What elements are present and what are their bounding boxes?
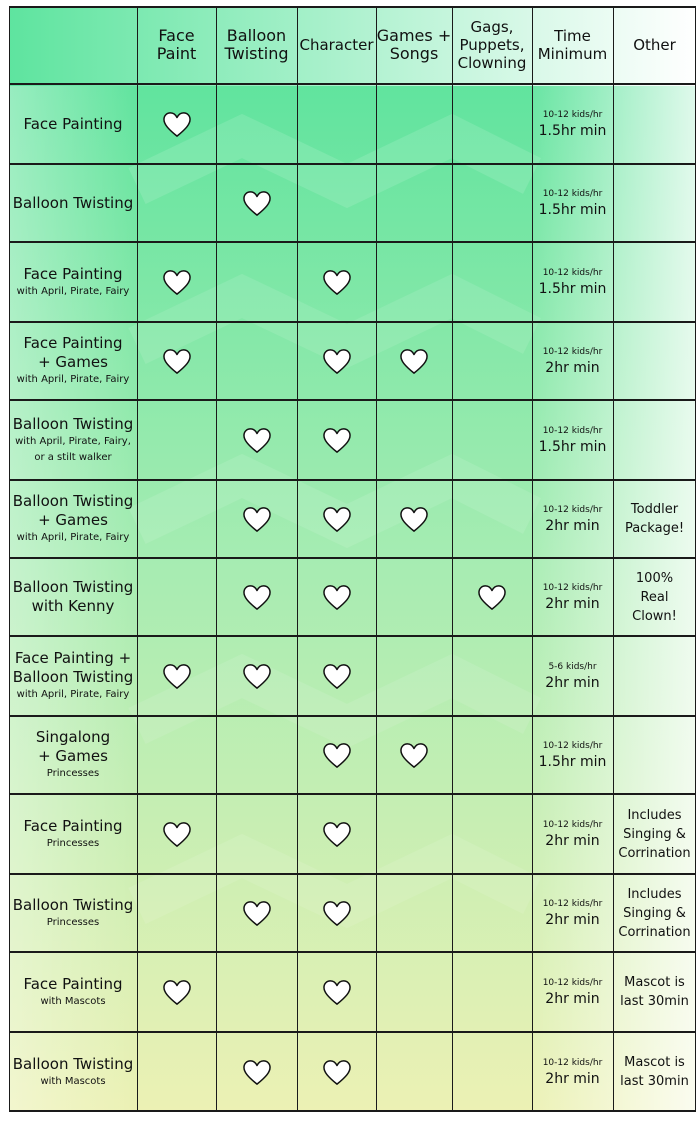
package-name-cell — [9, 480, 137, 558]
kids-per-hour-rate: 10-12 kids/hr — [542, 189, 603, 199]
kids-per-hour-rate: 10-12 kids/hr — [542, 899, 603, 909]
other-notes-cell — [613, 952, 696, 1032]
other-notes-cell — [613, 400, 696, 480]
time-minimum-cell — [532, 716, 613, 794]
other-note: Mascot is last 30min — [620, 1055, 689, 1089]
package-name-cell — [9, 952, 137, 1032]
column-header-label: Face Paint — [156, 26, 197, 63]
package-title: Face Painting — [23, 816, 123, 835]
time-minimum-cell — [532, 84, 613, 164]
package-subtitle: Princesses — [46, 768, 100, 779]
time-minimum-cell — [532, 480, 613, 558]
minimum-duration: 2hr min — [545, 1071, 600, 1087]
package-name-cell — [9, 322, 137, 400]
feature-cell — [297, 952, 376, 1032]
feature-cell — [452, 480, 532, 558]
feature-cell — [297, 84, 376, 164]
feature-cell — [297, 480, 376, 558]
package-subtitle: with Mascots — [40, 1075, 106, 1087]
feature-cell — [216, 794, 297, 874]
feature-cell — [137, 794, 216, 874]
feature-cell — [216, 322, 297, 400]
feature-cell — [297, 636, 376, 716]
time-minimum-cell — [532, 322, 613, 400]
feature-cell — [452, 636, 532, 716]
feature-cell — [452, 558, 532, 636]
column-header — [137, 6, 216, 84]
feature-cell — [452, 1032, 532, 1112]
feature-cell — [137, 636, 216, 716]
feature-cell — [376, 1032, 452, 1112]
feature-cell — [376, 400, 452, 480]
package-name-cell — [9, 242, 137, 322]
feature-cell — [137, 558, 216, 636]
time-minimum-cell — [532, 794, 613, 874]
heart-icon — [399, 506, 429, 533]
kids-per-hour-rate: 10-12 kids/hr — [542, 820, 603, 830]
kids-per-hour-rate: 10-12 kids/hr — [542, 978, 603, 988]
heart-icon — [399, 348, 429, 375]
column-header-label: Character — [299, 36, 374, 54]
feature-cell — [376, 636, 452, 716]
package-name-cell — [9, 164, 137, 242]
other-note: 100% Real Clown! — [632, 570, 677, 624]
feature-cell — [137, 242, 216, 322]
package-title: Balloon Twisting — [12, 895, 134, 914]
time-minimum-cell — [532, 558, 613, 636]
package-subtitle: with April, Pirate, Fairy — [16, 285, 130, 297]
heart-icon — [399, 742, 429, 769]
feature-cell — [137, 84, 216, 164]
minimum-duration: 2hr min — [545, 360, 600, 376]
time-minimum-cell — [532, 242, 613, 322]
package-title: Singalong + Games — [35, 728, 111, 765]
package-name-cell — [9, 794, 137, 874]
heart-icon — [242, 1059, 272, 1086]
feature-cell — [216, 164, 297, 242]
time-minimum-cell — [532, 874, 613, 952]
heart-icon — [242, 584, 272, 611]
heart-icon — [477, 584, 507, 611]
package-subtitle: Princesses — [46, 916, 100, 928]
feature-cell — [216, 874, 297, 952]
column-header-label: Games + Songs — [376, 26, 452, 63]
column-header-label: Other — [633, 36, 676, 54]
feature-cell — [376, 480, 452, 558]
feature-cell — [376, 716, 452, 794]
other-note: Includes Singing & Corrination — [618, 886, 691, 940]
feature-cell — [297, 242, 376, 322]
minimum-duration: 1.5hr min — [538, 123, 607, 139]
heart-icon — [322, 1059, 352, 1086]
other-notes-cell — [613, 558, 696, 636]
heart-icon — [322, 584, 352, 611]
heart-icon — [322, 742, 352, 769]
feature-cell — [137, 322, 216, 400]
feature-cell — [216, 84, 297, 164]
time-minimum-cell — [532, 636, 613, 716]
minimum-duration: 2hr min — [545, 596, 600, 612]
feature-cell — [297, 1032, 376, 1112]
feature-cell — [216, 558, 297, 636]
column-header — [297, 6, 376, 84]
minimum-duration: 1.5hr min — [538, 439, 607, 455]
time-minimum-cell — [532, 400, 613, 480]
heart-icon — [322, 427, 352, 454]
column-header — [613, 6, 696, 84]
heart-icon — [162, 269, 192, 296]
time-minimum-cell — [532, 164, 613, 242]
feature-cell — [216, 952, 297, 1032]
package-subtitle: with April, Pirate, Fairy — [16, 374, 130, 385]
heart-icon — [322, 979, 352, 1006]
minimum-duration: 2hr min — [545, 833, 600, 849]
feature-cell — [216, 242, 297, 322]
header-corner — [9, 6, 137, 84]
kids-per-hour-rate: 10-12 kids/hr — [542, 347, 603, 357]
heart-icon — [322, 269, 352, 296]
feature-cell — [297, 716, 376, 794]
minimum-duration: 2hr min — [545, 518, 600, 534]
package-name-cell — [9, 1032, 137, 1112]
kids-per-hour-rate: 5-6 kids/hr — [548, 662, 597, 672]
minimum-duration: 1.5hr min — [538, 281, 607, 297]
package-name-cell — [9, 84, 137, 164]
package-comparison-table — [9, 6, 696, 1112]
feature-cell — [297, 322, 376, 400]
heart-icon — [242, 663, 272, 690]
other-note: Toddler Package! — [624, 502, 685, 536]
kids-per-hour-rate: 10-12 kids/hr — [542, 268, 603, 278]
column-header — [216, 6, 297, 84]
feature-cell — [376, 952, 452, 1032]
package-title: Face Painting — [23, 264, 123, 283]
column-header-label: Gags, Puppets, Clowning — [457, 18, 527, 72]
package-subtitle: with April, Pirate, Fairy, or a stilt walker — [15, 435, 131, 463]
other-notes-cell — [613, 84, 696, 164]
feature-cell — [297, 400, 376, 480]
kids-per-hour-rate: 10-12 kids/hr — [542, 1058, 603, 1068]
package-name-cell — [9, 400, 137, 480]
feature-cell — [452, 242, 532, 322]
feature-cell — [297, 558, 376, 636]
kids-per-hour-rate: 10-12 kids/hr — [542, 583, 603, 593]
feature-cell — [297, 874, 376, 952]
feature-cell — [216, 716, 297, 794]
heart-icon — [322, 348, 352, 375]
feature-cell — [452, 400, 532, 480]
other-notes-cell — [613, 242, 696, 322]
other-notes-cell — [613, 322, 696, 400]
feature-cell — [376, 794, 452, 874]
heart-icon — [242, 190, 272, 217]
feature-cell — [137, 1032, 216, 1112]
kids-per-hour-rate: 10-12 kids/hr — [542, 505, 603, 515]
heart-icon — [162, 663, 192, 690]
heart-icon — [162, 979, 192, 1006]
feature-cell — [137, 164, 216, 242]
heart-icon — [162, 821, 192, 848]
minimum-duration: 2hr min — [545, 675, 600, 691]
package-title: Face Painting — [23, 974, 123, 993]
heart-icon — [162, 111, 192, 138]
heart-icon — [242, 506, 272, 533]
package-subtitle: with April, Pirate, Fairy — [16, 532, 130, 543]
time-minimum-cell — [532, 952, 613, 1032]
time-minimum-cell — [532, 1032, 613, 1112]
heart-icon — [242, 427, 272, 454]
feature-cell — [216, 1032, 297, 1112]
kids-per-hour-rate: 10-12 kids/hr — [542, 741, 603, 751]
column-header — [452, 6, 532, 84]
feature-cell — [452, 164, 532, 242]
package-name-cell — [9, 874, 137, 952]
minimum-duration: 2hr min — [545, 991, 600, 1007]
kids-per-hour-rate: 10-12 kids/hr — [542, 110, 603, 120]
feature-cell — [297, 794, 376, 874]
feature-cell — [376, 242, 452, 322]
column-header — [376, 6, 452, 84]
feature-cell — [216, 636, 297, 716]
feature-cell — [137, 400, 216, 480]
other-notes-cell — [613, 480, 696, 558]
package-subtitle: with April, Pirate, Fairy — [16, 689, 130, 700]
feature-cell — [297, 164, 376, 242]
feature-cell — [137, 952, 216, 1032]
heart-icon — [242, 900, 272, 927]
package-subtitle: Princesses — [46, 837, 100, 849]
package-title: Face Painting + Games — [23, 334, 123, 371]
heart-icon — [322, 900, 352, 927]
feature-cell — [137, 874, 216, 952]
other-notes-cell — [613, 636, 696, 716]
package-title: Balloon Twisting with Kenny — [12, 578, 134, 615]
column-header-label: Balloon Twisting — [224, 26, 289, 63]
feature-cell — [452, 794, 532, 874]
package-name-cell — [9, 716, 137, 794]
minimum-duration: 2hr min — [545, 912, 600, 928]
minimum-duration: 1.5hr min — [538, 754, 607, 770]
package-name-cell — [9, 558, 137, 636]
feature-cell — [216, 480, 297, 558]
feature-cell — [452, 874, 532, 952]
other-note: Mascot is last 30min — [620, 975, 689, 1009]
minimum-duration: 1.5hr min — [538, 202, 607, 218]
package-subtitle: with Mascots — [40, 995, 106, 1007]
other-notes-cell — [613, 874, 696, 952]
feature-cell — [452, 716, 532, 794]
feature-cell — [452, 84, 532, 164]
feature-cell — [452, 322, 532, 400]
other-notes-cell — [613, 1032, 696, 1112]
heart-icon — [322, 821, 352, 848]
feature-cell — [137, 716, 216, 794]
heart-icon — [162, 348, 192, 375]
feature-cell — [376, 874, 452, 952]
feature-cell — [376, 558, 452, 636]
other-note: Includes Singing & Corrination — [618, 807, 691, 861]
heart-icon — [322, 663, 352, 690]
feature-cell — [376, 164, 452, 242]
package-name-cell — [9, 636, 137, 716]
package-title: Balloon Twisting + Games — [12, 492, 134, 529]
kids-per-hour-rate: 10-12 kids/hr — [542, 426, 603, 436]
package-title: Balloon Twisting — [12, 193, 134, 212]
package-title: Balloon Twisting — [12, 1054, 134, 1073]
feature-cell — [216, 400, 297, 480]
heart-icon — [322, 506, 352, 533]
other-notes-cell — [613, 716, 696, 794]
feature-cell — [376, 322, 452, 400]
feature-cell — [452, 952, 532, 1032]
package-title: Face Painting — [23, 114, 123, 133]
column-header-label: Time Minimum — [537, 27, 608, 63]
feature-cell — [376, 84, 452, 164]
other-notes-cell — [613, 164, 696, 242]
column-header — [532, 6, 613, 84]
package-title: Balloon Twisting — [12, 414, 134, 433]
other-notes-cell — [613, 794, 696, 874]
package-title: Face Painting + Balloon Twisting — [12, 649, 134, 686]
feature-cell — [137, 480, 216, 558]
